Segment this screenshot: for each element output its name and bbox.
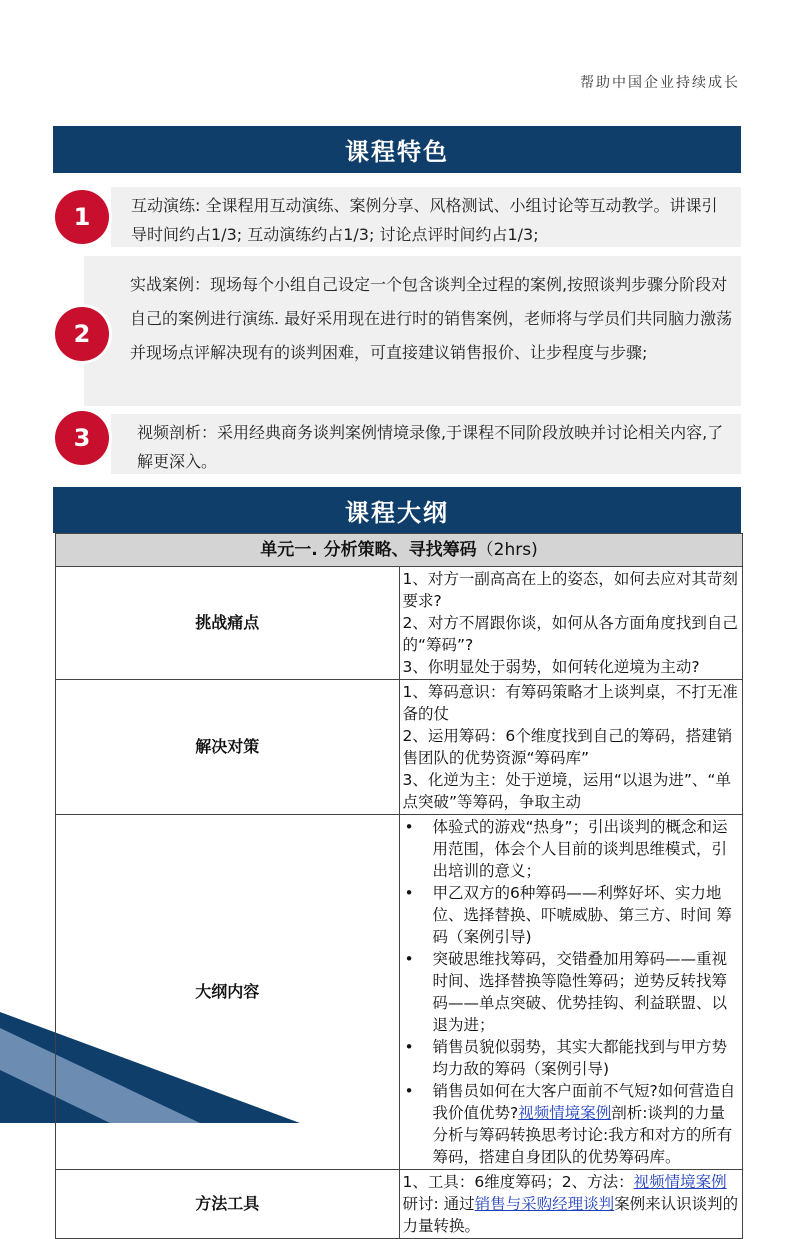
tools-text: 案例来认识谈判的力量转换。 [402,1195,739,1235]
challenge-line: 1、对方一副高高在上的姿态，如何去应对其苛刻要求? [402,570,738,610]
unit-title [56,534,743,567]
unit-header-row [56,534,743,567]
solution-line: 3、化逆为主：处于逆境，运用“以退为进”、“单点突破”等筹码，争取主动 [402,771,731,811]
outline-section-title: 课程大纲 [53,487,741,533]
outline-table [55,533,743,1239]
tools-text: 研讨: 通过 [402,1195,475,1213]
table-row-content [56,815,743,1170]
feature-number-badge: 3 [55,411,109,465]
solution-line: 2、运用筹码：6个维度找到自己的筹码，搭建销售团队的优势资源“筹码库” [402,727,733,767]
feature-text: 实战案例：现场每个小组自己设定一个包含谈判全过程的案例,按照谈判步骤分阶段对自己的案例进行演练. 最好采用现在进行时的销售案例，老师将与学员们共同脑力激荡并现场点评解决现有的谈判困难，可直接建议销售报价、让步程度与步骤; [130,275,733,362]
feature-text: 视频剖析：采用经典商务谈判案例情境录像,于课程不同阶段放映并讨论相关内容,了解更深入。 [137,423,724,471]
row-content-challenges [399,567,743,680]
row-content-tools [399,1170,743,1239]
challenge-line: 3、你明显处于弱势，如何转化逆境为主动? [402,658,700,676]
header-tagline: 帮助中国企业持续成长 [580,75,740,91]
feature-number-badge: 1 [55,190,109,244]
unit-title-text: 单元一. 分析策略、寻找筹码 [260,540,477,560]
bullet-text: 销售员如何在大客户面前不气短?如何营造自我价值优势? [432,1082,736,1122]
challenge-line: 2、对方不屑跟你谈，如何从各方面角度找到自己的“筹码”? [402,614,738,654]
feature-number-badge: 2 [55,307,109,361]
row-content-solutions [399,680,743,815]
list-item [403,1080,740,1168]
feature-item-1 [111,187,741,247]
tools-text: 1、工具：6维度筹码；2、方法： [402,1173,634,1191]
list-item: • 突破思维找筹码，交错叠加用筹码——重视时间、选择替换等隐性筹码；逆势反转找筹码——单点突破、优势挂钩、利益联盟、以退为进； [403,948,740,1036]
video-case-link[interactable]: 视频情境案例 [633,1173,727,1191]
table-row-solutions [56,680,743,815]
table-row-tools [56,1170,743,1239]
feature-text: 互动演练: 全课程用互动演练、案例分享、风格测试、小组讨论等互动教学。讲课引导时间约占1/3; 互动演练约占1/3; 讨论点评时间约占1/3; [131,196,718,244]
features-section-title: 课程特色 [53,126,741,173]
feature-item-3 [111,414,741,474]
row-content-outline [399,815,743,1170]
list-item: • 销售员貌似弱势，其实大都能找到与甲方势均力敌的筹码（案例引导) [403,1036,740,1080]
feature-item-2 [84,256,741,406]
sales-procurement-link[interactable]: 销售与采购经理谈判 [474,1195,615,1213]
unit-hours: （2hrs) [476,540,538,560]
list-item: • 甲乙双方的6种筹码——利弊好坏、实力地位、选择替换、吓唬威胁、第三方、时间 筹码（案例引导) [403,882,740,948]
bullet-text: 剖析:谈判的力量分析与筹码转换思考讨论:我方和对方的所有筹码，搭建自身团队的优势筹码库。 [432,1104,733,1166]
solution-line: 1、筹码意识：有筹码策略才上谈判桌，不打无准备的仗 [402,683,738,723]
row-label-solutions: 解决对策 [56,680,400,815]
row-label-tools: 方法工具 [56,1170,400,1239]
list-item: • 体验式的游戏“热身”；引出谈判的概念和运用范围，体会个人目前的谈判思维模式，引出培训的意义； [403,816,740,882]
table-row-challenges [56,567,743,680]
video-case-link[interactable]: 视频情境案例 [518,1104,612,1122]
row-label-challenges: 挑战痛点 [56,567,400,680]
row-label-content: 大纲内容 [56,815,400,1170]
outline-bullet-list [403,816,740,1168]
